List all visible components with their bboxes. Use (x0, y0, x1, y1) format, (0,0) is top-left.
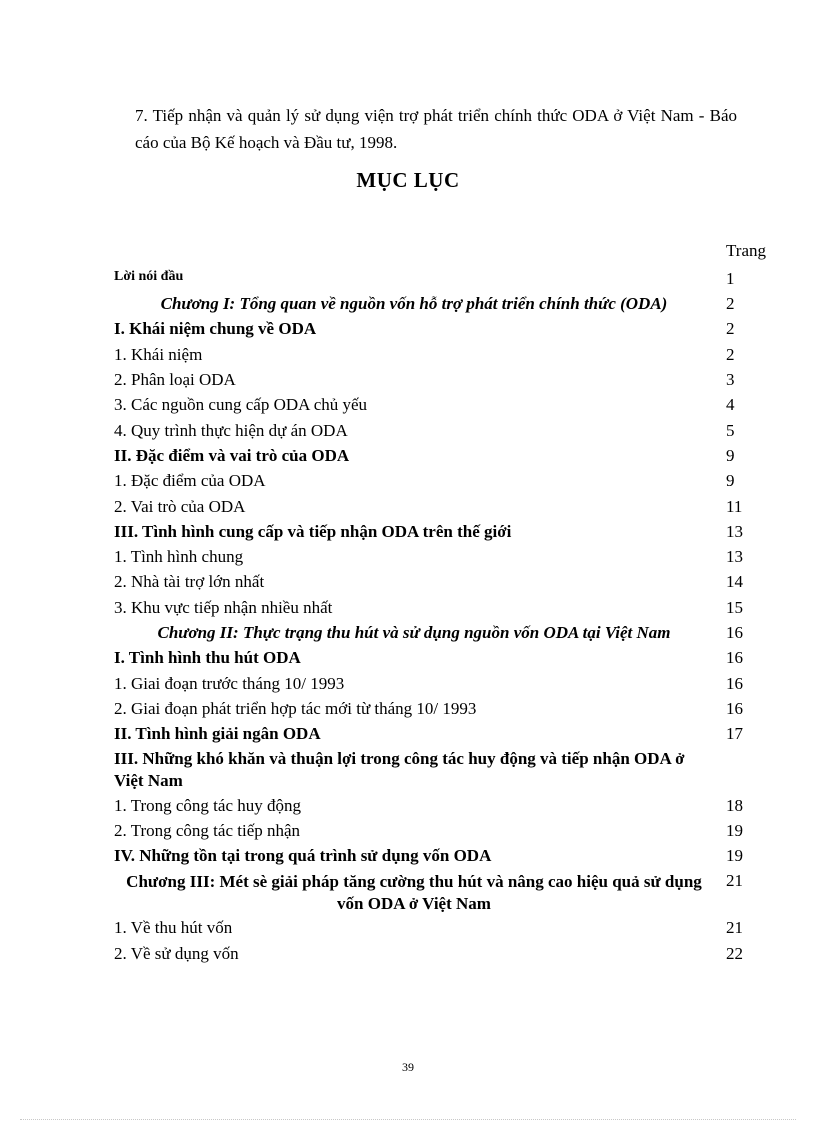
toc-entry-text: II. Tình hình giải ngân ODA (114, 724, 321, 743)
toc-entry-page: 16 (726, 648, 743, 667)
toc-entry-page: 1 (726, 269, 735, 288)
toc-entry-page: 19 (726, 821, 743, 840)
toc-entry-text: 2. Vai trò của ODA (114, 497, 246, 516)
toc-entry (114, 497, 774, 517)
toc-entry-page: 17 (726, 724, 743, 743)
toc-entry-page: 21 (726, 918, 743, 937)
toc-entry-section (114, 748, 774, 792)
toc-entry-page: 2 (726, 319, 735, 338)
toc-entry-page: 2 (726, 294, 735, 313)
toc-entry-text: II. Đặc điểm và vai trò của ODA (114, 446, 350, 465)
toc-entry-text: 4. Quy trình thực hiện dự án ODA (114, 421, 348, 440)
toc-title: MỤC LỤC (356, 168, 460, 192)
page-bottom-divider (20, 1119, 796, 1120)
toc-entry-text: 1. Trong công tác huy động (114, 796, 301, 815)
toc-entry (114, 547, 774, 567)
toc-entry-section (114, 846, 774, 866)
reference-entry: 7. Tiếp nhận và quản lý sử dụng viện trợ phát triển chính thức ODA ở Việt Nam - Báo cáo của Bộ Kế hoạch và Đầu tư, 1998. (135, 106, 737, 152)
toc-entry-text: 2. Giai đoạn phát triển hợp tác mới từ tháng 10/ 1993 (114, 699, 477, 718)
toc-entry-page: 15 (726, 598, 743, 617)
toc-entry (114, 796, 774, 816)
toc-entry (114, 918, 774, 938)
toc-entry-page: 9 (726, 446, 735, 465)
toc-entry-page: 21 (726, 871, 743, 890)
toc-entry (114, 674, 774, 694)
toc-entry-page: 13 (726, 522, 743, 541)
toc-entry-text: I. Tình hình thu hút ODA (114, 648, 301, 667)
toc-entry-text: III. Tình hình cung cấp và tiếp nhận ODA trên thế giới (114, 522, 512, 541)
toc-entry-section (114, 648, 774, 668)
toc-entry-preface (114, 269, 774, 288)
toc-entry-text: 2. Trong công tác tiếp nhận (114, 821, 301, 840)
toc-entry-text: 3. Khu vực tiếp nhận nhiều nhất (114, 598, 333, 617)
toc-entry (114, 345, 774, 365)
toc-entry-text: I. Khái niệm chung về ODA (114, 319, 317, 338)
toc-entry (114, 395, 774, 415)
toc-entry-page: 16 (726, 623, 743, 642)
toc-entry-text: IV. Những tồn tại trong quá trình sử dụng vốn ODA (114, 846, 492, 865)
toc-entry-page: 13 (726, 547, 743, 566)
toc-entry-text: Lời nói đầu (114, 269, 184, 284)
toc-entry (114, 699, 774, 719)
toc-entry-page: 16 (726, 699, 743, 718)
toc-entry-text: 3. Các nguồn cung cấp ODA chủ yếu (114, 395, 368, 414)
toc-entry-page: 11 (726, 497, 743, 516)
toc-entry-text: Chương II: Thực trạng thu hút và sử dụng nguồn vốn ODA tại Việt Nam (157, 623, 671, 642)
toc-entry (114, 421, 774, 441)
toc-entry-page: 14 (726, 572, 743, 591)
toc-entry-text: 2. Phân loại ODA (114, 370, 236, 389)
toc-entry-page: 4 (726, 395, 735, 414)
toc-entry-text: 1. Về thu hút vốn (114, 918, 233, 937)
toc-entry-text: 2. Nhà tài trợ lớn nhất (114, 572, 265, 591)
toc-entry (114, 471, 774, 491)
toc-entry (114, 370, 774, 390)
toc-entry-page: 9 (726, 471, 735, 490)
toc-entry-chapter-3 (114, 871, 774, 915)
toc-entry (114, 944, 774, 964)
toc-entry (114, 598, 774, 618)
toc-entry-page: 22 (726, 944, 743, 963)
toc-entry-section (114, 522, 774, 542)
toc-entry-text: Chương I: Tổng quan về nguồn vốn hỗ trợ phát triển chính thức (ODA) (160, 294, 668, 313)
toc-entry-text: 2. Về sử dụng vốn (114, 944, 239, 963)
toc-entry-text: 1. Giai đoạn trước tháng 10/ 1993 (114, 674, 345, 693)
toc-entry-page: 16 (726, 674, 743, 693)
toc-entry-page: 5 (726, 421, 735, 440)
toc-entry-section (114, 446, 774, 466)
toc-entry (114, 821, 774, 841)
toc-entry-text: Chương III: Mét sè giải pháp tăng cường thu hút và nâng cao hiệu quả sử dụng vốn ODA ở Việt Nam (126, 872, 702, 913)
toc-entry-page: 18 (726, 796, 743, 815)
toc-entry-page: 3 (726, 370, 735, 389)
toc-entry-section (114, 319, 774, 339)
toc-entry-chapter-1 (114, 294, 774, 314)
toc-entry-text: 1. Đặc điểm của ODA (114, 471, 266, 490)
toc-entry-page: 19 (726, 846, 743, 865)
toc-entry-section (114, 724, 774, 744)
toc-entry-text: III. Những khó khăn và thuận lợi trong công tác huy động và tiếp nhận ODA ở Việt Nam (114, 749, 685, 790)
toc-entry (114, 572, 774, 592)
toc-entry-text: 1. Khái niệm (114, 345, 203, 364)
page-column-header: Trang (726, 241, 766, 260)
page-number: 39 (402, 1060, 414, 1074)
toc-entry-chapter-2 (114, 623, 774, 643)
toc-entry-page: 2 (726, 345, 735, 364)
toc-entry-text: 1. Tình hình chung (114, 547, 244, 566)
